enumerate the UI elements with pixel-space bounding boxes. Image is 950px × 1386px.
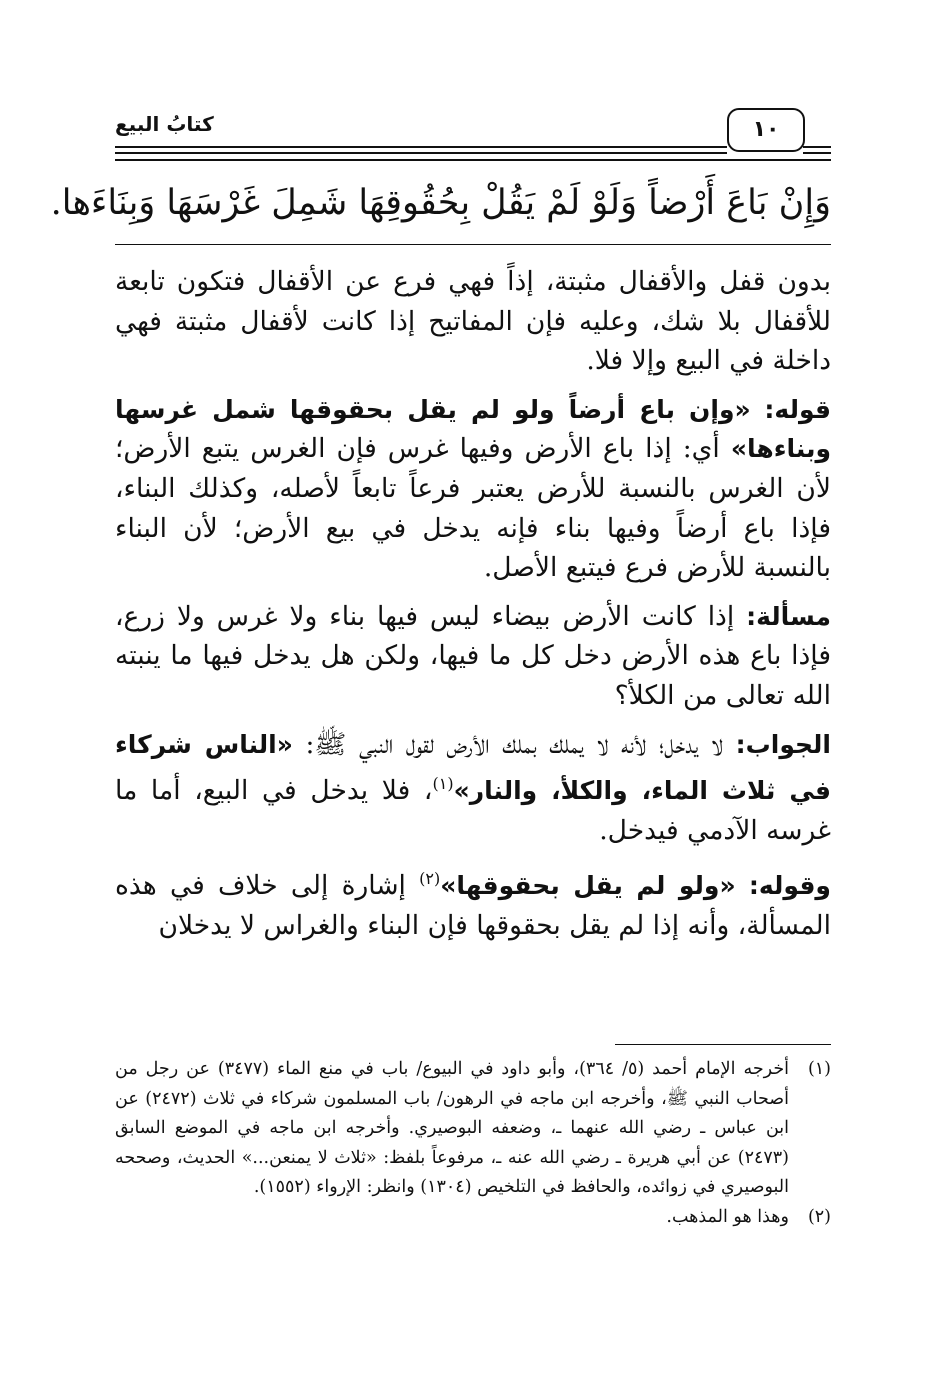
footnote-ref: (١) xyxy=(432,774,454,794)
matn-text: وَإِنْ بَاعَ أَرْضاً وَلَوْ لَمْ يَقُلْ بِحُقُوقِهَا شَمِلَ غَرْسَهَا وَبِنَاءَها. xyxy=(50,183,831,223)
page-number: ١٠ xyxy=(727,108,805,152)
footnote xyxy=(115,1055,831,1203)
header-rule xyxy=(115,152,727,154)
quoted-matn: «ولو لم يقل بحقوقها» xyxy=(440,870,736,900)
footnote xyxy=(115,1203,831,1233)
running-header xyxy=(115,104,831,162)
header-rule xyxy=(115,146,727,148)
header-rule xyxy=(803,146,831,148)
paragraph xyxy=(115,859,831,945)
lead-word: الجواب: xyxy=(735,729,831,759)
header-rule xyxy=(803,152,831,154)
quoted-matn: «وإن باع أرضاً ولو لم يقل بحقوقها شمل غرسها وبناءها» xyxy=(115,394,831,464)
paragraph xyxy=(115,262,831,381)
footnote-text: وهذا هو المذهب. xyxy=(666,1206,789,1227)
paragraph-text: إذا كانت الأرض بيضاء ليس فيها بناء ولا غرس ولا زرع، فإذا باع هذه الأرض دخل كل ما فيها، ولكن هل يدخل فيها ما ينبته الله تعالى من الكلأ؟ xyxy=(115,600,831,711)
footnote-number: (٢) xyxy=(807,1206,831,1227)
footnote-divider xyxy=(615,1044,831,1045)
paragraph-text: لا يدخل؛ لأنه لا يملك بملك الأرض لقول النبي ﷺ: xyxy=(305,728,724,760)
paragraph xyxy=(115,597,831,716)
lead-word: مسألة: xyxy=(746,601,831,631)
matn-divider xyxy=(115,244,831,245)
paragraph-text: إشارة إلى خلاف في هذه المسألة، وأنه إذا لم يقل بحقوقها فإن البناء والغراس لا يدخلان xyxy=(115,869,831,941)
book-title: كتابُ البيع xyxy=(115,112,214,136)
header-rule xyxy=(115,159,831,161)
lead-word: وقوله: xyxy=(748,870,831,900)
commentary-body xyxy=(115,262,831,1030)
paragraph xyxy=(115,390,831,588)
hadith-quote: «الناس شركاء في ثلاث الماء، والكلأ، والنار» xyxy=(115,729,831,805)
paragraph-text: بدون قفل والأقفال مثبتة، إذاً فهي فرع عن الأقفال فتكون تابعة للأقفال بلا شك، وعليه فإن المفاتيح إذا كانت لأقفال مثبتة فهي داخلة في البيع وإلا فلا. xyxy=(115,266,831,377)
paragraph xyxy=(115,725,831,851)
paragraph-text: أي: إذا باع الأرض وفيها غرس فإن الغرس يتبع الأرض؛ لأن الغرس بالنسبة للأرض يعتبر فرعاً تابعاً لأصله، وكذلك البناء، فإذا باع أرضاً وفيها بناء فإنه يدخل في بيع الأرض؛ لأن البناء بالنسبة للأرض فرع فيتبع الأصل. xyxy=(115,433,831,584)
footnote-ref: (٢) xyxy=(419,869,441,889)
footnote-number: (١) xyxy=(807,1059,831,1079)
footnote-text: أخرجه الإمام أحمد (٥/ ٣٦٤)، وأبو داود في البيوع/ باب في منع الماء (٣٤٧٧) عن رجل من أصحاب النبي ﷺ، وأخرجه ابن ماجه في الرهون/ باب المسلمون شركاء في ثلاث (٢٤٧٢) عن ابن عباس ـ رضي الله عنهما ـ، وضعفه البوصيري. وأخرجه ابن ماجه في الموضع السابق (٢٤٧٣) عن أبي هريرة ـ رضي الله عنه ـ، مرفوعاً بلفظ: «ثلاث لا يمنعن...» الحديث، وصححه البوصيري في زوائده، والحافظ في التلخيص (١٣٠٤) وانظر: الإرواء (١٥٥٢). xyxy=(115,1059,790,1197)
lead-word: قوله: xyxy=(764,394,831,424)
footnotes xyxy=(115,1055,831,1232)
paragraph-text: ، فلا يدخل في البيع، أما ما غرسه الآدمي فيدخل. xyxy=(115,774,831,846)
